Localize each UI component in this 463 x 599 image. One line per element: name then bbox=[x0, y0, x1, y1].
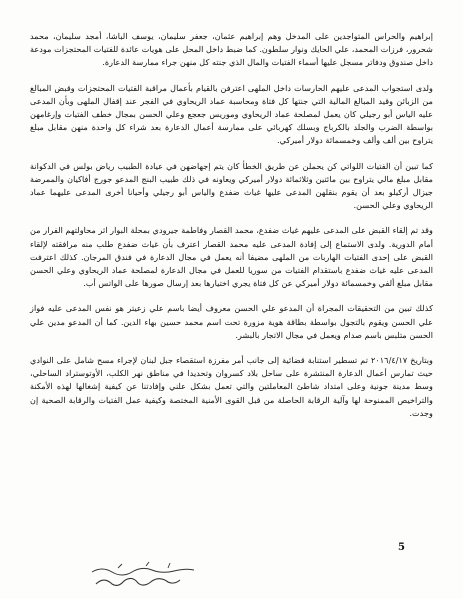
paragraph-5: كذلك تبين من التحقيقات المجراة أن المدعو علي الحسن معروف أيضا باسم علي زعيتر هو نفس المدعى عليه فواز علي الحسن ويقوم بالتجول بواسطة بطاقة هوية مزورة تحت اسم محمد حسين بهاء الدين. كما أن المدعو مدين علي الحسن متلبس باسم صدام ويعمل في مجال الاتجار بالبشر. bbox=[30, 303, 433, 340]
document-body bbox=[30, 30, 433, 432]
handwritten-signature bbox=[88, 560, 198, 592]
paragraph-1: إبراهيم والحراس المتواجدين على المدخل وهم إبراهيم عثمان، جعفر سليمان، يوسف الباشا، أمجد سليمان، محمد شحرور، فرزات المحمد، علي الحايك ونوار سلطون. كما ضبط داخل المحل على هويات عائدة للفتيات المحتجزات مودعة داخل صندوق ودفاتر مسجل عليها أسماء الفتيات والمال الذي جنته كل منهن جراء ممارسة الدعارة. bbox=[30, 31, 433, 68]
paragraph-3: كما تبين أن الفتيات اللواتي كن يحملن عن طريق الخطأ كان يتم إجهاضهن في عيادة الطبيب رياض بولس في الدكوانة مقابل مبلغ مالي يتراوح بين مائتين وثلاثمائة دولار أميركي ويعاونه في ذلك طبيب البنج المدعو جورج أفاكيان والممرضة جيزال أركيلو بعد أن يقوم بنقلهن المدعى عليها غياث ضفدع والياس أبو رجيلي وأحيانا أخرى المدعى عليهما عماد الريحاوي وعلي الحسن. bbox=[30, 160, 433, 211]
paragraph-4: وقد تم إلقاء القبض على المدعى عليهم غياث ضفدع، محمد القصار وفاطمة جيرودي بمحلة البوار اثر محاولتهم الفرار من أمام الدورية. ولدى الاستماع إلى إفادة المدعى عليه محمد القصار اعترف بأن غياث ضفدع طلب منه مرافقته لإلقاء القبض على إحدى الفتيات الهاربات من الملهى مضيفا أنه يعمل في مجال الدعارة في فندق المرجان. كذلك اعترفت المدعى عليه غياث ضفدع باستقدام الفتيات من سوريا للعمل في مجال الدعارة لمصلحة عماد الريحاوي وعلي الحسن مقابل مبلغ ألفي وخمسمائة دولار أميركي عن كل فتاة يجري اختيارها بعد إرسال صورها على الواتس أب. bbox=[30, 225, 433, 289]
paragraph-2: ولدى استجواب المدعى عليهم الحارسات داخل الملهى اعترفن بالقيام بأعمال مراقبة الفتيات المحتجزات وقبض المبالغ من الزبائن وقيد المبالغ المالية التي جنتها كل فتاة ومحاسبة عماد الريحاوي في الفجر عند إقفال الملهى وبأن المدعى عليه الياس أبو رجيلي كان يعمل لمصلحة عماد الريحاوي وموريس جعجع وعلي الحسن بمجال خطف الفتيات وإرغامهن بواسطة الضرب والجلد بالكرباج وبسلك كهربائي على ممارسة أعمال الدعارة بعد شراء كل واحدة منهن مقابل مبلغ يتراوح بين ألف وألف وخمسمائة دولار أميركي. bbox=[30, 82, 433, 146]
paragraph-6: وبتاريخ ٢٠١٦/٤/١٧ تم تسطير استنابة قضائية إلى جانب أمر مفرزة استقصاء جبل لبنان لإجراء مسح شامل على النوادي حيث تمارس أعمال الدعارة المنتشرة على ساحل بلاد كسروان وتحديدا في مناطق نهر الكلب، الأوتوستراد الساحلي، وسط مدينة جونية وعلى امتداد شاطئ المعاملتين والتي تعمل بشكل علني وإفادتنا عن كيفية إشغالها لهذه الأمكنة والتراخيص الممنوحة لها وآلية الرقابة الحاصلة من قبل القوى الأمنية المختصة وكيفية عمل الفتيات والرقابة الصحية إن وجدت. bbox=[30, 355, 433, 418]
page-number: 5 bbox=[398, 542, 405, 553]
